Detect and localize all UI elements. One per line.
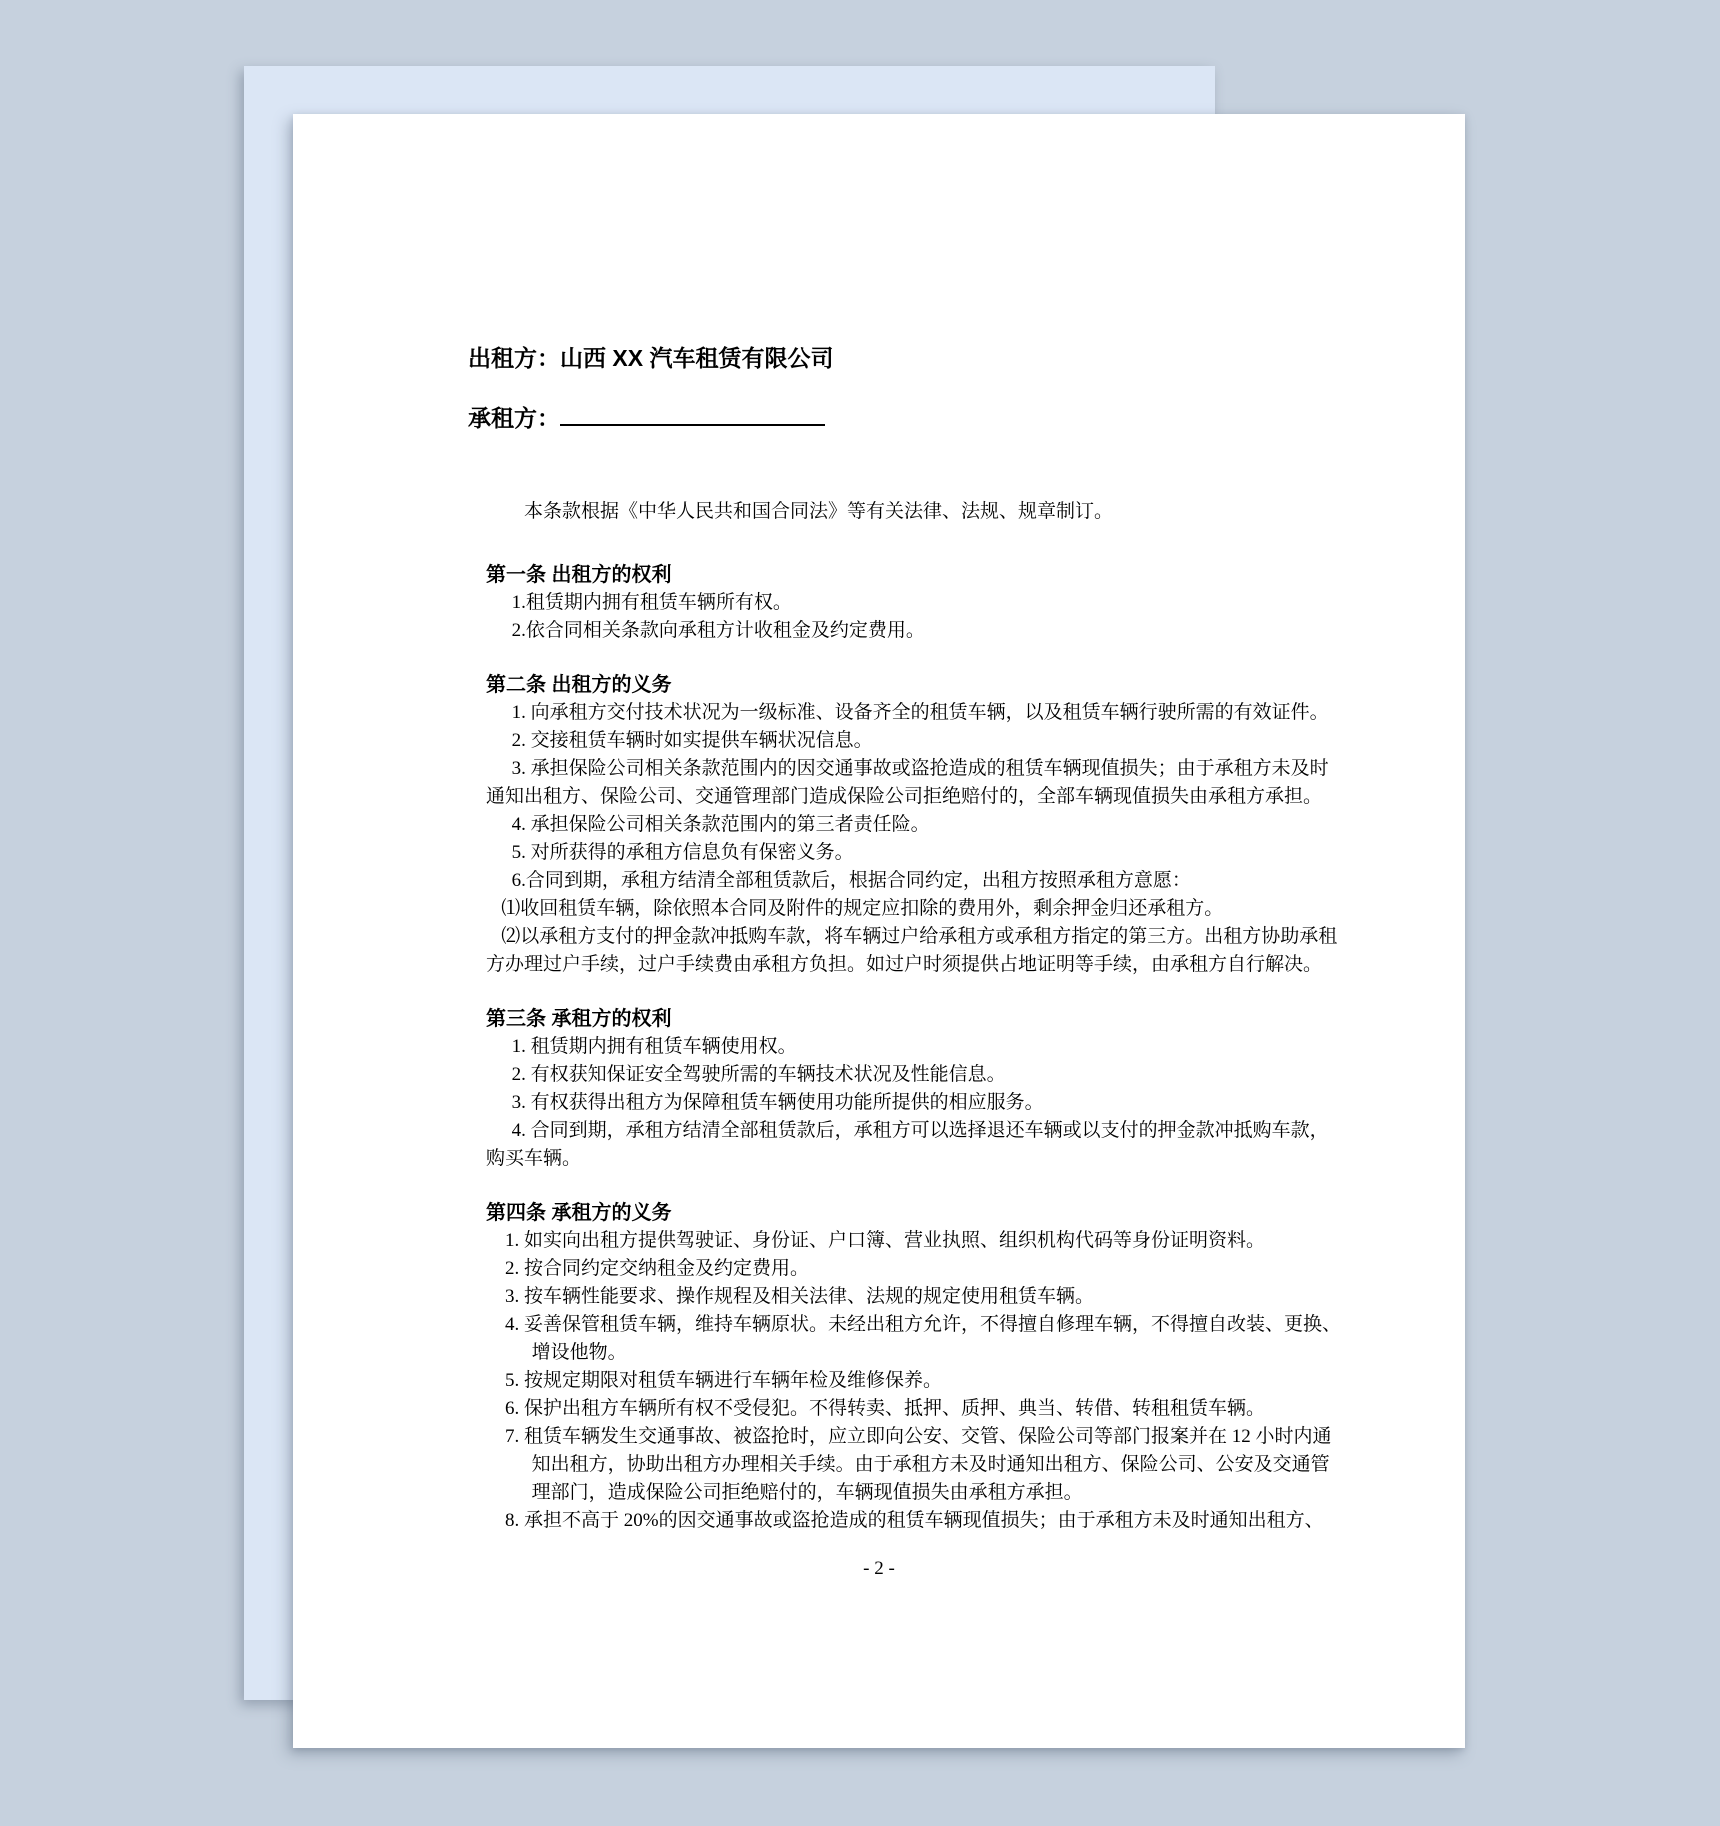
contract-item: 4. 妥善保管租赁车辆，维持车辆原状。未经出租方允许，不得擅自修理车辆，不得擅自改装、更换、增设他物。 — [505, 1314, 1342, 1363]
lessee-label: 承租方： — [468, 405, 560, 431]
contract-item: ⑵以承租方支付的押金款冲抵购车款，将车辆过户给承租方或承租方指定的第三方。出租方协助承租方办理过户手续，过户手续费由承租方负担。如过户时须提供占地证明等手续，由承租方自行解决。 — [486, 926, 1338, 975]
contract-body — [486, 498, 1346, 1535]
contract-article — [486, 561, 1346, 645]
contract-item: 1. 向承租方交付技术状况为一级标准、设备齐全的租赁车辆，以及租赁车辆行驶所需的有效证件。 — [511, 702, 1329, 723]
contract-item: 6. 保护出租方车辆所有权不受侵犯。不得转卖、抵押、质押、典当、转借、转租租赁车辆。 — [505, 1398, 1266, 1419]
contract-article — [486, 1005, 1346, 1173]
contract-item: 1. 租赁期内拥有租赁车辆使用权。 — [511, 1036, 797, 1057]
contract-item: 3. 有权获得出租方为保障租赁车辆使用功能所提供的相应服务。 — [511, 1092, 1044, 1113]
page-number-footer: - 2 - — [863, 1558, 895, 1579]
intro-paragraph: 本条款根据《中华人民共和国合同法》等有关法律、法规、规章制订。 — [524, 501, 1114, 522]
contract-item: 8. 承担不高于 20%的因交通事故或盗抢造成的租赁车辆现值损失；由于承租方未及时通知出租方、 — [505, 1510, 1324, 1531]
contract-item: ⑴收回租赁车辆，除依照本合同及附件的规定应扣除的费用外，剩余押金归还承租方。 — [501, 898, 1224, 919]
contract-item: 5. 按规定期限对租赁车辆进行车辆年检及维修保养。 — [505, 1370, 943, 1391]
lessor-label: 出租方： — [468, 345, 560, 371]
party-line-lessee — [468, 402, 1465, 434]
contract-article — [486, 671, 1346, 979]
contract-item: 4. 承担保险公司相关条款范围内的第三者责任险。 — [511, 814, 930, 835]
contract-item: 2. 交接租赁车辆时如实提供车辆状况信息。 — [511, 730, 873, 751]
party-block — [468, 342, 1465, 434]
article-title: 第一条 出租方的权利 — [486, 564, 672, 586]
contract-article — [486, 1199, 1346, 1535]
contract-item: 4. 合同到期，承租方结清全部租赁款后，承租方可以选择退还车辆或以支付的押金款冲抵购车款，购买车辆。 — [486, 1120, 1329, 1169]
lessor-value: 山西 XX 汽车租赁有限公司 — [560, 345, 834, 371]
contract-item: 7. 租赁车辆发生交通事故、被盗抢时，应立即向公安、交管、保险公司等部门报案并在 12 小时内通知出租方，协助出租方办理相关手续。由于承租方未及时通知出租方、保险公司、公安及交通管理部门，造成保险公司拒绝赔付的，车辆现值损失由承租方承担。 — [505, 1426, 1332, 1503]
contract-item: 2. 有权获知保证安全驾驶所需的车辆技术状况及性能信息。 — [511, 1064, 1006, 1085]
contract-item: 2. 按合同约定交纳租金及约定费用。 — [505, 1258, 810, 1279]
contract-item: 2.依合同相关条款向承租方计收租金及约定费用。 — [511, 620, 925, 641]
contract-item: 1. 如实向出租方提供驾驶证、身份证、户口簿、营业执照、组织机构代码等身份证明资料。 — [505, 1230, 1266, 1251]
article-title: 第四条 承租方的义务 — [486, 1202, 672, 1224]
article-title: 第三条 承租方的权利 — [486, 1008, 672, 1030]
document-page — [293, 114, 1465, 1748]
articles — [486, 561, 1346, 1535]
contract-item: 3. 按车辆性能要求、操作规程及相关法律、法规的规定使用租赁车辆。 — [505, 1286, 1095, 1307]
contract-item: 1.租赁期内拥有租赁车辆所有权。 — [511, 592, 792, 613]
contract-item: 6.合同到期，承租方结清全部租赁款后，根据合同约定，出租方按照承租方意愿： — [511, 870, 1191, 891]
contract-item: 3. 承担保险公司相关条款范围内的因交通事故或盗抢造成的租赁车辆现值损失；由于承租方未及时通知出租方、保险公司、交通管理部门造成保险公司拒绝赔付的，全部车辆现值损失由承租方承担。 — [486, 758, 1329, 807]
party-line-lessor — [468, 342, 1465, 374]
lessee-blank-underline — [560, 404, 825, 426]
article-title: 第二条 出租方的义务 — [486, 674, 672, 696]
contract-item: 5. 对所获得的承租方信息负有保密义务。 — [511, 842, 854, 863]
